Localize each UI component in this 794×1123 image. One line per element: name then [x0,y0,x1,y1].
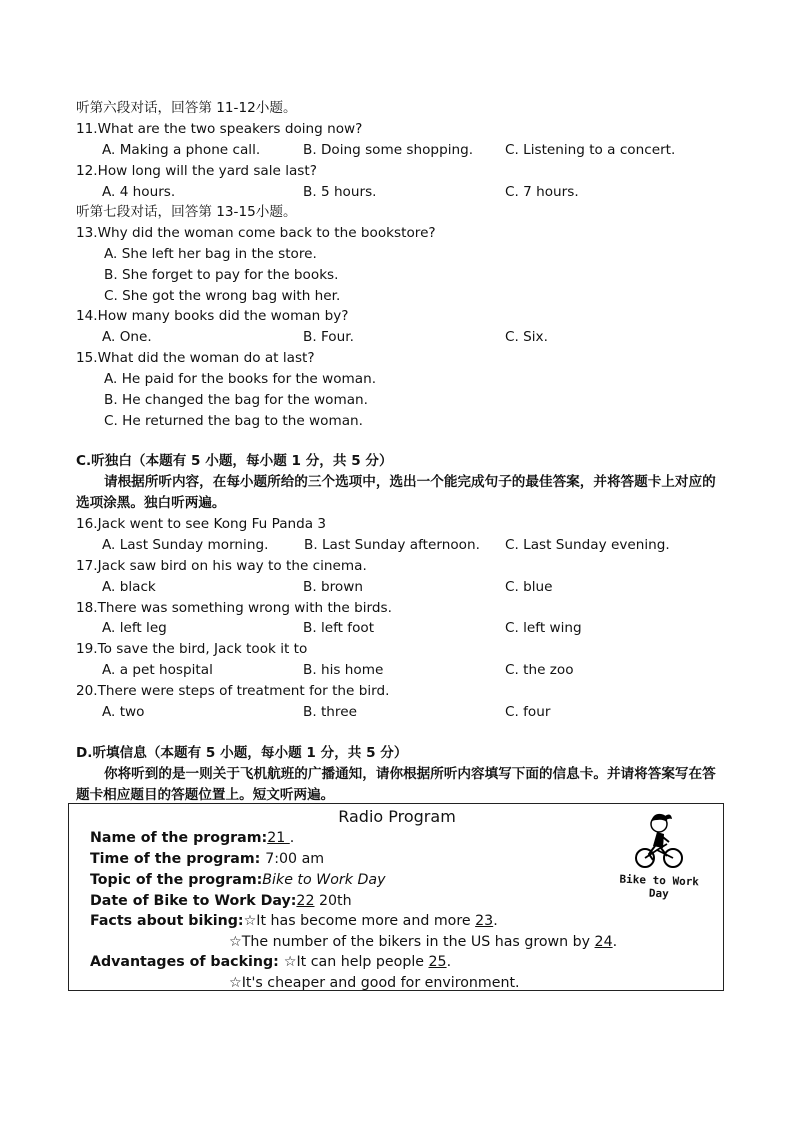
radio-program-info-card [68,803,724,991]
program-topic-row [90,870,385,890]
q13-option-b: B. She forget to pay for the books. [104,267,339,283]
q11-option-a: A. Making a phone call. [102,142,261,158]
program-topic-label: Topic of the program: [90,872,263,888]
question-16: 16.Jack went to see Kong Fu Panda 3 [76,516,327,532]
question-17: 17.Jack saw bird on his way to the cinema. [76,558,367,574]
q13-option-a: A. She left her bag in the store. [104,246,317,262]
blank-21: 21 [267,830,290,846]
question-15: 15.What did the woman do at last? [76,350,315,366]
program-time-label: Time of the program: [90,851,266,867]
q16-option-c: C. Last Sunday evening. [505,537,670,553]
bike-day-date-value: 20th [314,893,352,909]
q19-option-b: B. his home [303,662,384,678]
q13-option-c: C. She got the wrong bag with her. [104,288,341,304]
bike-to-work-logo [609,810,719,901]
program-name-row [90,828,294,848]
advantages-label: Advantages of backing: [90,954,284,970]
facts-label: Facts about biking: [90,913,244,929]
question-20: 20.There were steps of treatment for the bird. [76,683,390,699]
program-name-period: . [289,830,295,846]
program-topic-value: Bike to Work Day [262,872,386,888]
q15-option-c: C. He returned the bag to the woman. [104,413,363,429]
section-d-heading: D.听填信息（本题有 5 小题，每小题 1 分，共 5 分） [76,745,408,761]
q11-option-c: C. Listening to a concert. [505,142,676,158]
q14-option-b: B. Four. [303,329,354,345]
advantages-row-1 [90,952,451,972]
question-11: 11.What are the two speakers doing now? [76,121,363,137]
q14-option-a: A. One. [102,329,152,345]
facts-row-2 [229,932,617,952]
q20-option-a: A. two [102,704,145,720]
q20-option-b: B. three [303,704,357,720]
fact-1-text: ☆It has become more and more [243,913,476,929]
program-time-row [90,849,324,869]
q17-option-b: B. brown [303,579,363,595]
q12-option-c: C. 7 hours. [505,184,579,200]
q11-option-b: B. Doing some shopping. [303,142,474,158]
program-name-label: Name of the program: [90,830,268,846]
q15-option-a: A. He paid for the books for the woman. [104,371,377,387]
advantages-row-2: ☆It's cheaper and good for environment. [229,975,520,991]
section-c-heading: C.听独白（本题有 5 小题，每小题 1 分，共 5 分） [76,453,393,469]
logo-caption: Bike to Work Day [619,872,700,901]
q19-option-a: A. a pet hospital [102,662,213,678]
facts-row-1 [90,911,498,931]
q17-option-a: A. black [102,579,156,595]
q17-option-c: C. blue [505,579,553,595]
bike-day-date-row [90,891,352,911]
card-title: Radio Program [338,807,456,826]
blank-24: 24 [594,934,613,950]
blank-23: 23 [475,913,494,929]
q14-option-c: C. Six. [505,329,548,345]
q19-option-c: C. the zoo [505,662,574,678]
blank-22: 22 [296,893,315,909]
q18-option-a: A. left leg [102,620,167,636]
section-c-instructions: 请根据所听内容，在每小题所给的三个选项中，选出一个能完成句子的最佳答案，并将答题卡上对应的选项涂黑。独白听两遍。 [76,474,716,511]
question-13: 13.Why did the woman come back to the bookstore? [76,225,436,241]
bike-day-date-label: Date of Bike to Work Day: [90,893,297,909]
question-18: 18.There was something wrong with the birds. [76,600,392,616]
q15-option-b: B. He changed the bag for the woman. [104,392,368,408]
q16-option-b: B. Last Sunday afternoon. [304,537,480,553]
program-time-value: 7:00 am [265,851,325,867]
fact-1-period: . [493,913,498,929]
advantage-1-period: . [446,954,452,970]
section-6-instruction: 听第六段对话，回答第 11-12小题。 [76,100,297,116]
q12-option-a: A. 4 hours. [102,184,176,200]
blank-25: 25 [428,954,447,970]
q18-option-c: C. left wing [505,620,582,636]
section-d-instructions: 你将听到的是一则关于飞机航班的广播通知，请你根据所听内容填写下面的信息卡。并请将答案写在答题卡相应题目的答题位置上。短文听两遍。 [76,766,716,803]
fact-2-period: . [612,934,618,950]
question-14: 14.How many books did the woman by? [76,308,349,324]
q12-option-b: B. 5 hours. [303,184,377,200]
cyclist-icon [609,810,709,872]
q16-option-a: A. Last Sunday morning. [102,537,269,553]
section-7-instruction: 听第七段对话，回答第 13-15小题。 [76,204,297,220]
advantage-1-text: ☆It can help people [283,954,429,970]
fact-2-text: ☆The number of the bikers in the US has grown by [229,934,595,950]
question-12: 12.How long will the yard sale last? [76,163,317,179]
question-19: 19.To save the bird, Jack took it to [76,641,308,657]
q20-option-c: C. four [505,704,551,720]
q18-option-b: B. left foot [303,620,375,636]
